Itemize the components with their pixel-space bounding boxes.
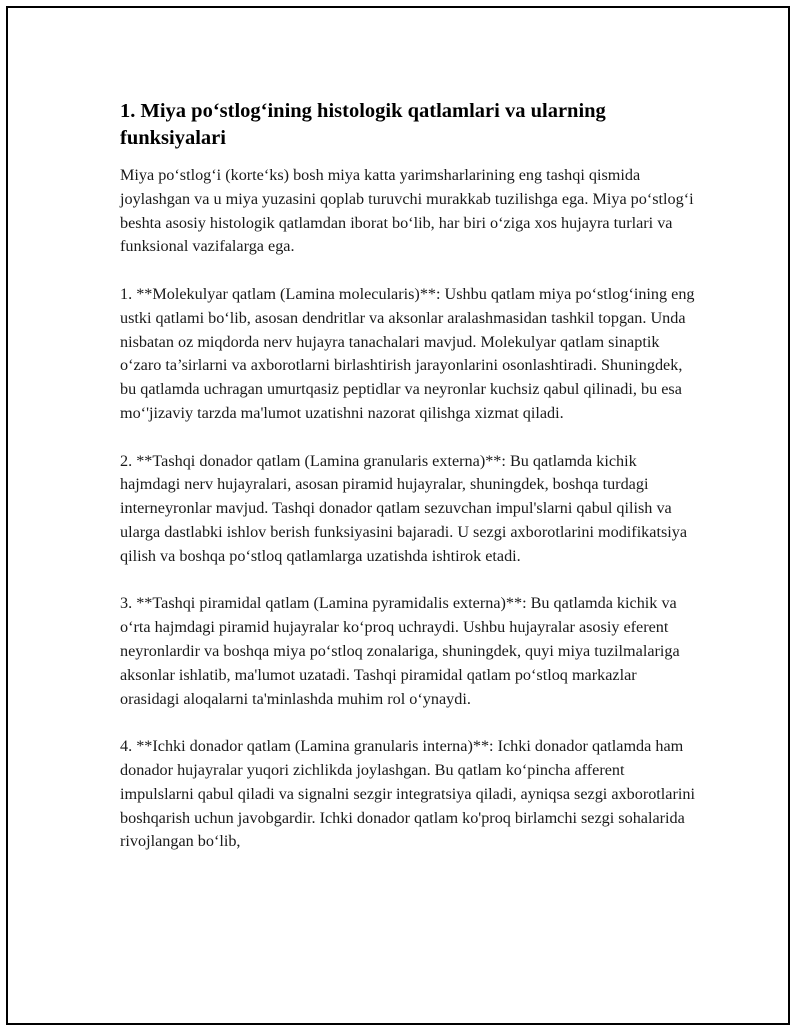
document-body: [120, 98, 700, 878]
layer-2-paragraph: 2. **Tashqi donador qatlam (Lamina granularis externa)**: Bu qatlamda kichik hajmdagi nerv hujayralari, asosan piramid hujayralar, shuningdek, boshqa turdagi interneyronlar mavjud. Tashqi donador qatlam sezuvchan impul'slarni qabul qilish va ularga dastlabki ishlov berish funksiyasini bajaradi. U sezgi axborotlarini modifikatsiya qilish va boshqa po‘stloq qatlamlarga uzatishda ishtirok etadi.: [120, 451, 688, 565]
layer-3-paragraph: 3. **Tashqi piramidal qatlam (Lamina pyramidalis externa)**: Bu qatlamda kichik va o‘rta hajmdagi piramid hujayralar ko‘proq uchraydi. Ushbu hujayralar asosiy eferent neyronlardir va boshqa miya po‘stloq zonalariga, shuningdek, quyi miya tuzilmalariga aksonlar ishlatib, ma'lumot uzatadi. Tashqi piramidal qatlam po‘stloq markazlar orasidagi aloqalarni ta'minlashda muhim rol o‘ynaydi.: [120, 594, 680, 708]
section-heading: 1. Miya po‘stlog‘ining histologik qatlamlari va ularning funksiyalari: [120, 100, 606, 149]
layer-4-paragraph: 4. **Ichki donador qatlam (Lamina granularis interna)**: Ichki donador qatlamda ham donador hujayralar yuqori zichlikda joylashgan. Bu qatlam ko‘pincha afferent impulslarni qabul qiladi va signalni sezgir integratsiya qiladi, ayniqsa sezgi axborotlarini boshqarish uchun javobgardir. Ichki donador qatlam ko'proq birlamchi sezgi sohalarida rivojlangan bo‘lib,: [120, 737, 695, 851]
intro-paragraph: Miya po‘stlog‘i (korte‘ks) bosh miya katta yarimsharlarining eng tashqi qismida joylashgan va u miya yuzasini qoplab turuvchi murakkab tuzilishga ega. Miya po‘stlog‘i beshta asosiy histologik qatlamdan iborat bo‘lib, har biri o‘ziga xos hujayra turlari va funksional vazifalarga ega.: [120, 166, 694, 256]
layer-1-paragraph: 1. **Molekulyar qatlam (Lamina molecularis)**: Ushbu qatlam miya po‘stlog‘ining eng ustki qatlami bo‘lib, asosan dendritlar va aksonlar aralashmasidan tashkil topgan. Unda nisbatan oz miqdorda nerv hujayra tanachalari mavjud. Molekulyar qatlam sinaptik o‘zaro ta’sirlarni va axborotlarni birlashtirish jarayonlarini osonlashtiradi. Shuningdek, bu qatlamda uchragan umurtqasiz peptidlar va neyronlar kuchsiz qabul qilinadi, bu esa mo‘'jizaviy tarzda ma'lumot uzatishni nazorat qilishga xizmat qiladi.: [120, 284, 695, 422]
document-page: [6, 6, 790, 1025]
